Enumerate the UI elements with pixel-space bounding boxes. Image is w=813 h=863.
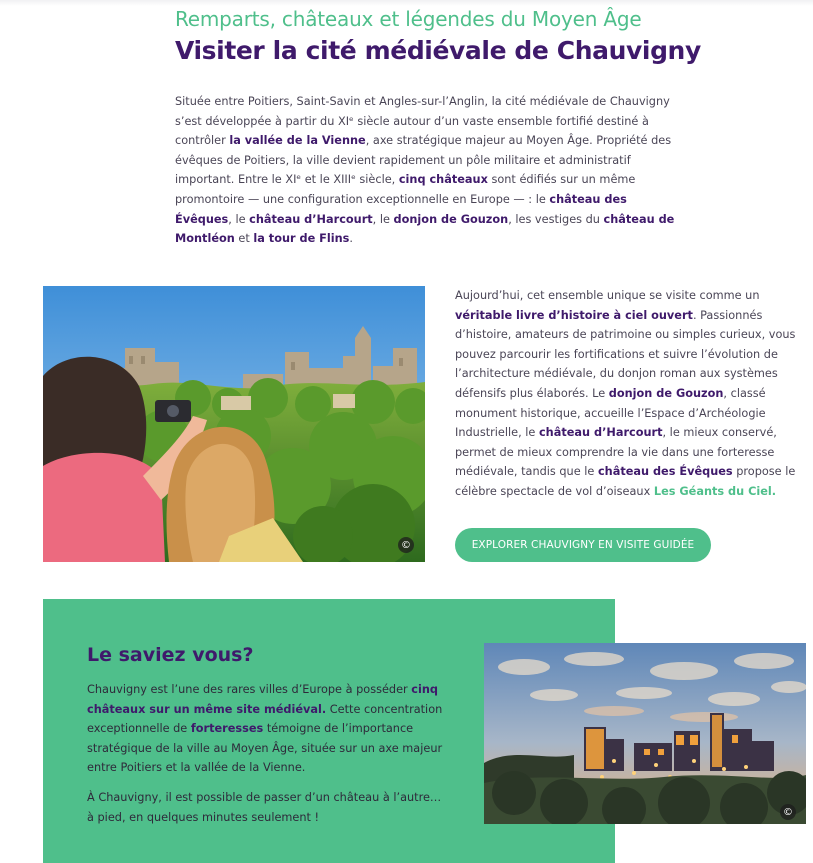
intro-text: sont édifiés sur un même promontoire — une configuration exceptionnelle en Europe — : le (175, 173, 636, 206)
did-you-know-title: Le saviez vous? (87, 644, 254, 666)
intro-text: , le (372, 212, 394, 226)
visit-text: , classé monument historique, accueille l’Espace d’Archéologie Industrielle, le (455, 386, 766, 440)
intro-highlight: la vallée de la Vienne (229, 134, 366, 148)
intro-text: , axe stratégique majeur au Moyen Âge. Propriété des évêques de Poitiers, la ville devient rapidement un pôle militaire et administratif important. Entre le XIᵉ et le XIIIᵉ siècle, (175, 134, 672, 187)
visit-description-paragraph (455, 286, 809, 502)
intro-highlight: château des Évêques (175, 192, 627, 226)
did-you-know-paragraph-2: À Chauvigny, il est possible de passer d’un château à l’autre… à pied, en quelques minutes seulement ! (87, 790, 442, 824)
page-title: Visiter la cité médiévale de Chauvigny (175, 36, 701, 65)
fact-text: Cette concentration exceptionnelle de (87, 702, 443, 736)
fact-highlight: cinq châteaux sur un même site médiéval. (87, 683, 438, 716)
intro-highlight: château d’Harcourt (249, 212, 373, 226)
intro-text: et (234, 232, 254, 246)
page-subtitle: Remparts, châteaux et légendes du Moyen Âge (175, 7, 642, 31)
did-you-know-text (87, 680, 447, 827)
visit-highlight: château d’Harcourt (538, 426, 663, 440)
tourists-photo-illustration (43, 286, 425, 562)
visit-highlight: donjon de Gouzon (608, 386, 724, 400)
fact-text: Chauvigny est l’une des rares villes d’Europe à posséder (87, 683, 412, 696)
intro-text: , le (228, 212, 250, 226)
fact-text: témoigne de l’importance stratégique de la ville au Moyen Âge, située sur un axe majeur entre Poitiers et la vallée de la Vienne. (87, 722, 443, 775)
visit-text: Aujourd’hui, cet ensemble unique se visite comme un (455, 289, 760, 302)
did-you-know-paragraph-1 (87, 680, 447, 778)
intro-highlight: donjon de Gouzon (393, 212, 509, 226)
intro-highlight: château de Montléon (175, 212, 675, 246)
intro-text: . (349, 232, 353, 246)
photo-copyright-badge: © (398, 537, 414, 553)
guided-tour-button[interactable]: EXPLORER CHAUVIGNY EN VISITE GUIDÉE (455, 528, 711, 562)
visit-text: . Passionnés d’histoire, amateurs de patrimoine ou simples curieux, vous pouvez parcourir les fortifications et suivre l’évolution de l’architecture médiévale, du donjon roman aux systèmes défensifs plus élaborés. Le (455, 308, 796, 400)
intro-highlight: la tour de Flins (253, 232, 350, 246)
tourists-photographing-city-image (43, 286, 425, 562)
fact-highlight: forteresses (190, 722, 264, 736)
dusk-photo-illustration (484, 643, 806, 824)
geants-du-ciel-link[interactable]: Les Géants du Ciel. (653, 484, 777, 498)
visit-text: , le mieux conservé, permet de mieux comprendre la vie dans une forteresse médiévale, tandis que le (455, 426, 777, 479)
intro-text: Située entre Poitiers, Saint-Savin et Angles-sur-l’Anglin, la cité médiévale de Chauvigny s’est développée à partir du XIᵉ siècle autour d’un vaste ensemble fortifié destiné à contrôler (175, 95, 670, 148)
intro-paragraph (175, 92, 685, 249)
photo-copyright-badge: © (780, 804, 796, 820)
intro-highlight: cinq châteaux (398, 173, 488, 187)
page-top-edge (0, 0, 813, 6)
intro-text: , les vestiges du (508, 212, 604, 226)
visit-text: propose le célèbre spectacle de vol d’oiseaux (455, 465, 796, 498)
visit-highlight: véritable livre d’histoire à ciel ouvert (455, 308, 693, 322)
visit-highlight: château des Évêques (597, 465, 733, 479)
chauvigny-dusk-image (484, 643, 806, 824)
